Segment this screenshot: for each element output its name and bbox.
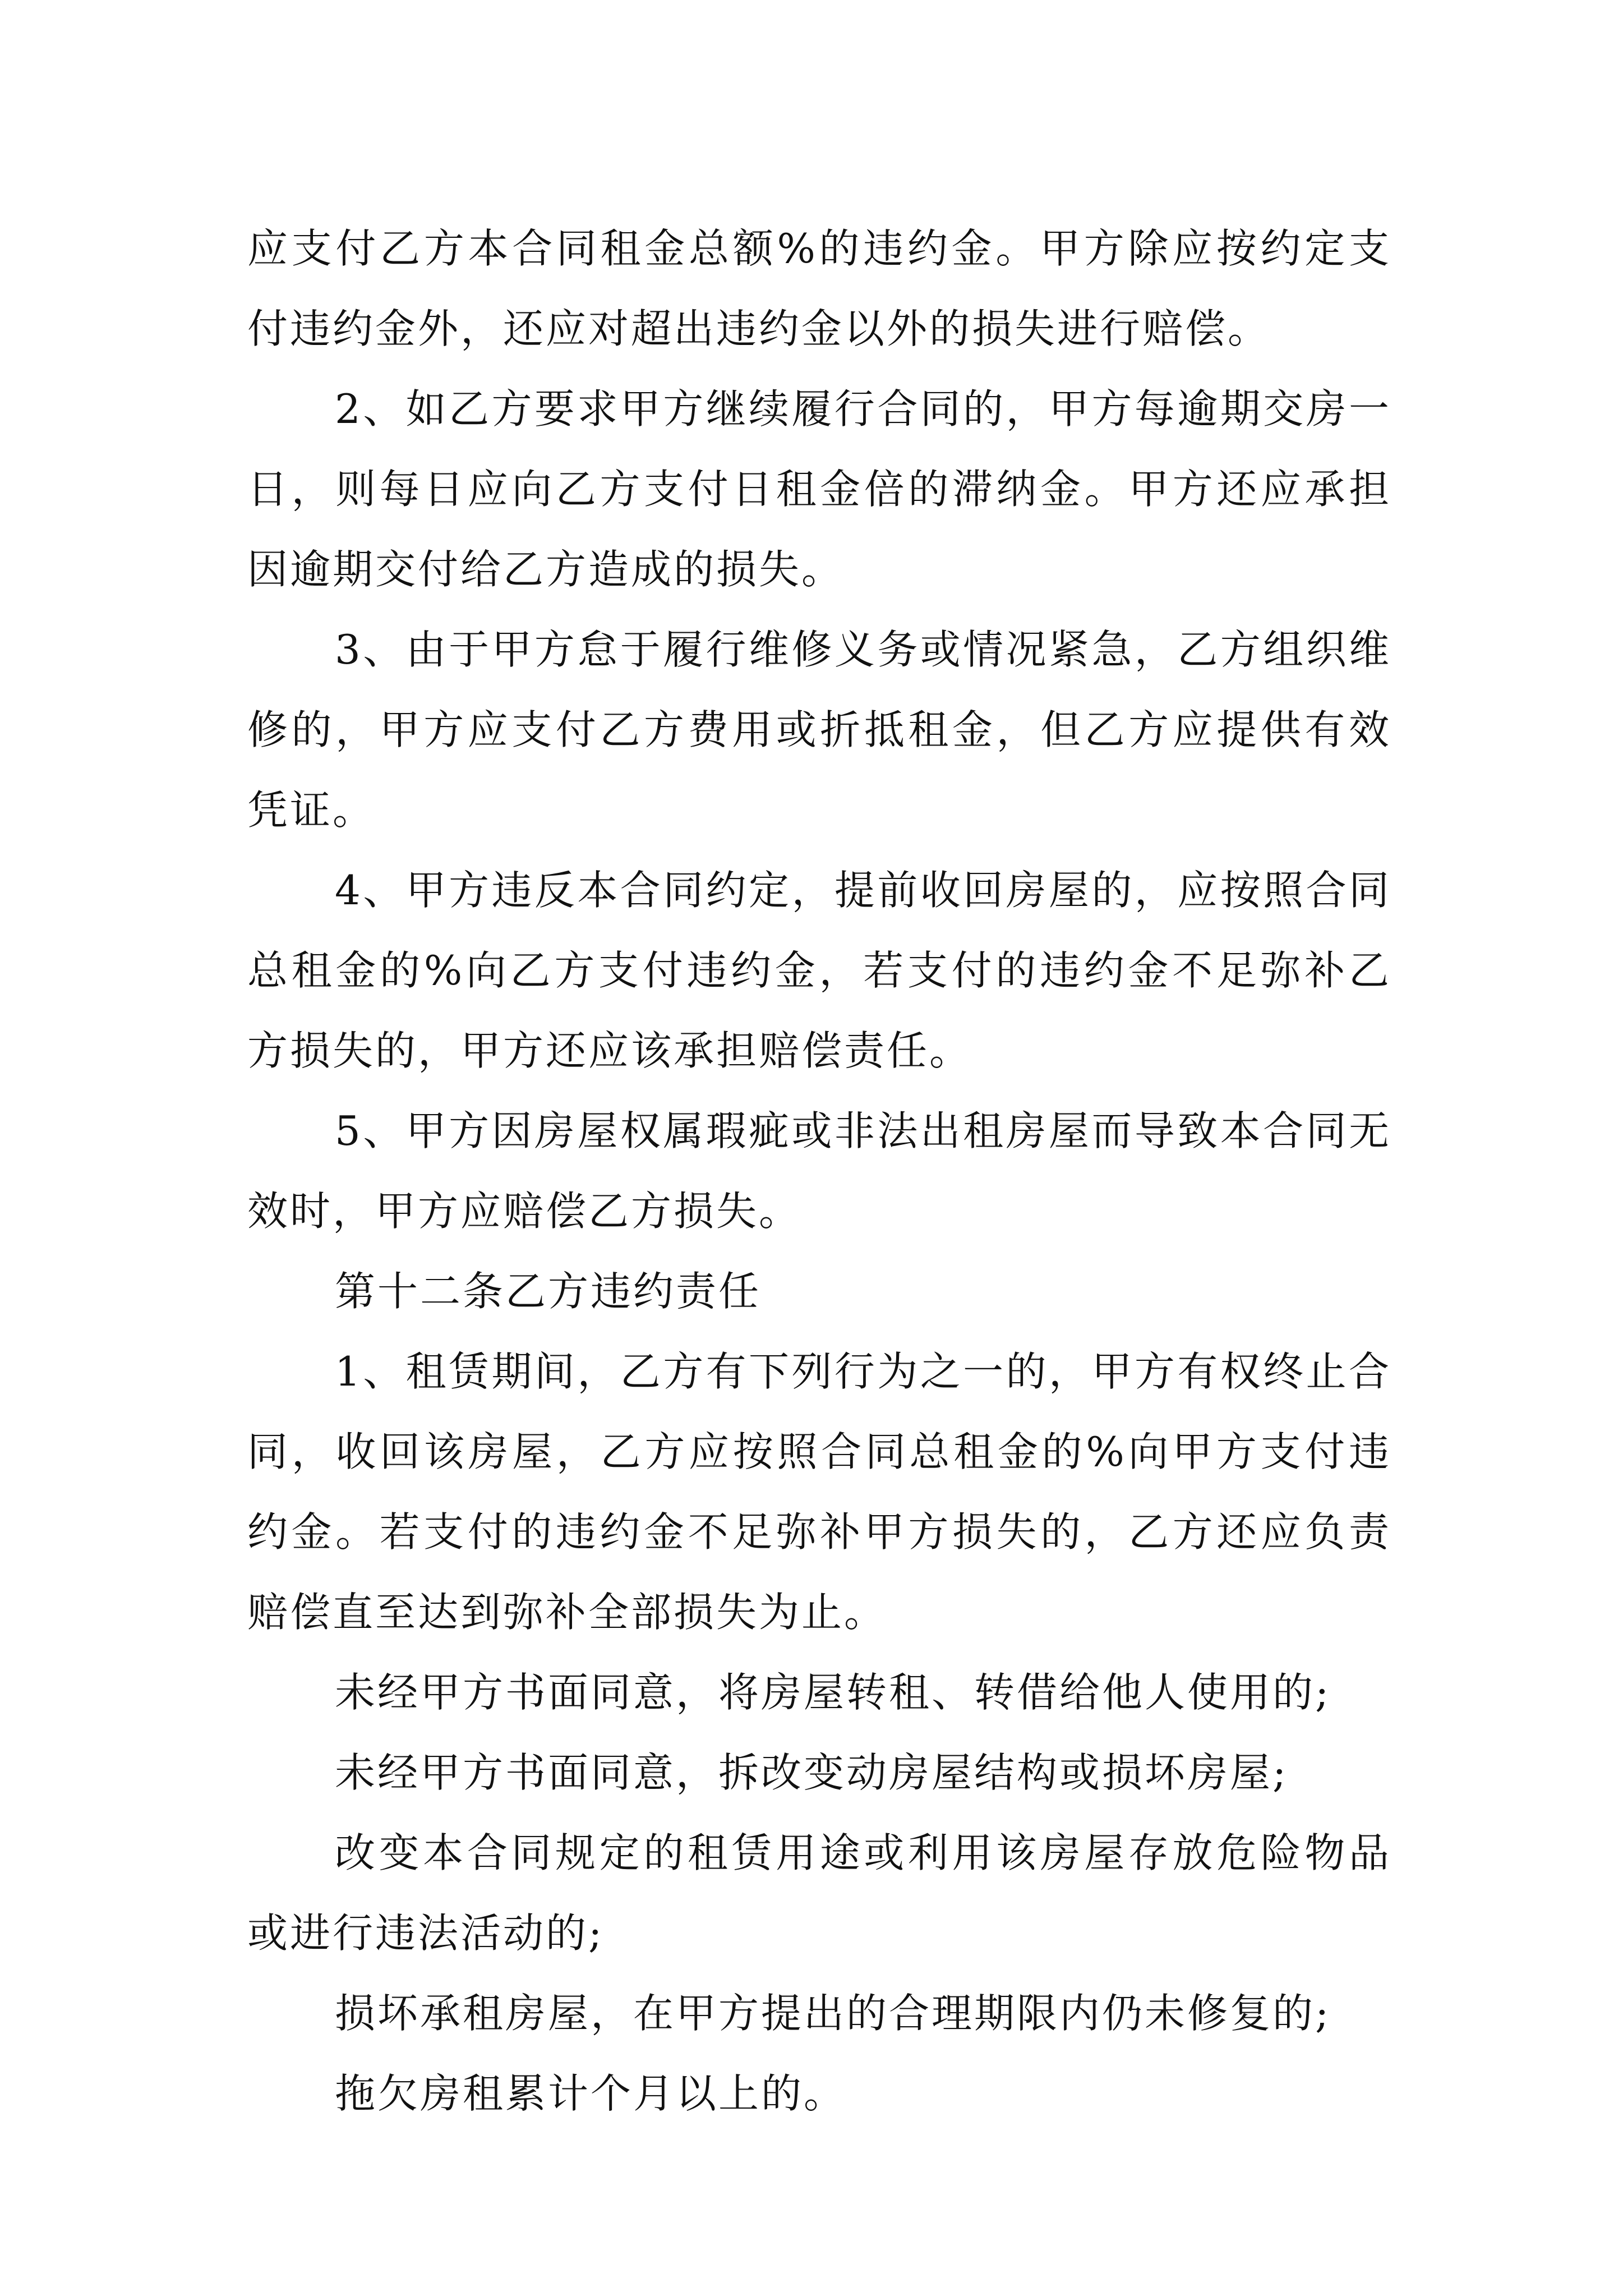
paragraph-clause-3: 3、由于甲方怠于履行维修义务或情况紧急，乙方组织维修的，甲方应支付乙方费用或折抵租金，但乙方应提供有效凭证。 (247, 626, 1391, 834)
paragraph-article-12-clause-1: 1、租赁期间，乙方有下列行为之一的，甲方有权终止合同，收回该房屋，乙方应按照合同总租金的%向甲方支付违约金。若支付的违约金不足弥补甲方损失的，乙方还应负责赔偿直至达到弥补全部损失为止。 (247, 1348, 1391, 1636)
paragraph-clause-4: 4、甲方违反本合同约定，提前收回房屋的，应按照合同总租金的%向乙方支付违约金，若支付的违约金不足弥补乙方损失的，甲方还应该承担赔偿责任。 (247, 867, 1391, 1074)
paragraph-clause-2: 2、如乙方要求甲方继续履行合同的，甲方每逾期交房一日，则每日应向乙方支付日租金倍的滞纳金。甲方还应承担因逾期交付给乙方造成的损失。 (247, 385, 1391, 593)
section-heading-article-12: 第十二条乙方违约责任 (335, 1268, 762, 1315)
list-item-alter-structure: 未经甲方书面同意，拆改变动房屋结构或损坏房屋; (335, 1749, 1289, 1796)
list-item-rent-arrears: 拖欠房租累计个月以上的。 (335, 2070, 847, 2117)
list-item-sublet: 未经甲方书面同意，将房屋转租、转借给他人使用的; (335, 1669, 1331, 1716)
document-body (247, 209, 1391, 2134)
list-item-damage-unrepaired: 损坏承租房屋，在甲方提出的合理期限内仍未修复的; (335, 1990, 1331, 2037)
paragraph-clause-5: 5、甲方因房屋权属瑕疵或非法出租房屋而导致本合同无效时，甲方应赔偿乙方损失。 (247, 1107, 1391, 1235)
list-item-change-use: 改变本合同规定的租赁用途或利用该房屋存放危险物品或进行违法活动的; (247, 1829, 1391, 1957)
paragraph-penalty-continuation: 应支付乙方本合同租金总额%的违约金。甲方除应按约定支付违约金外，还应对超出违约金以外的损失进行赔偿。 (247, 225, 1391, 352)
